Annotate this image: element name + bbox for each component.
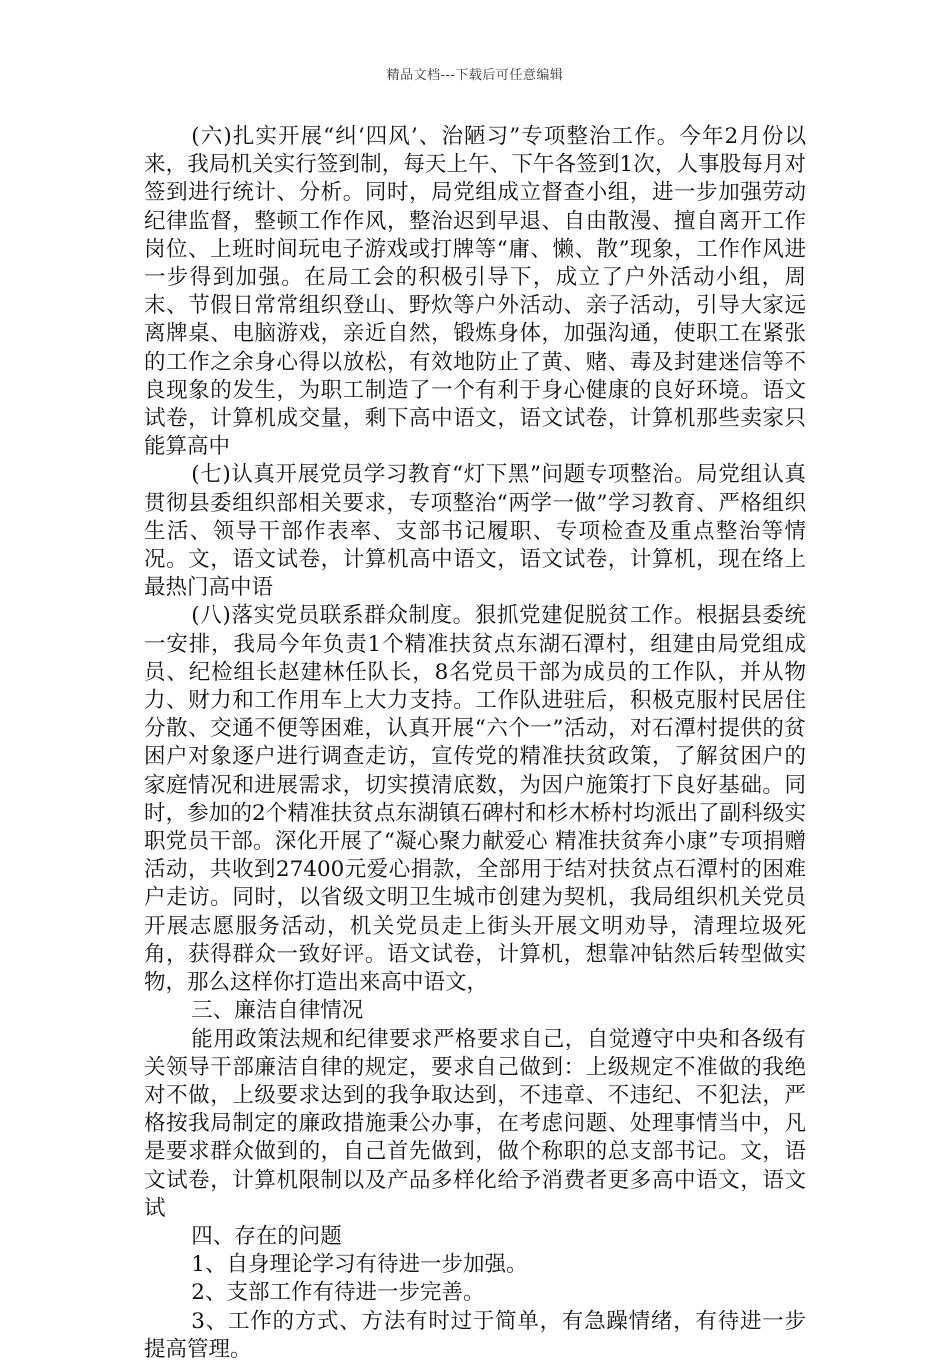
section-heading-integrity: 三、廉洁自律情况 — [191, 998, 364, 1024]
paragraph-seven: (七)认真开展党员学习教育“灯下黑”问题专项整治。局党组认真贯彻县委组织部相关要求，专项整治“两学一做”学习教育、严格组织生活、领导干部作表率、支部书记履职、专项检查及重点整治等情况。文，语文试卷，计算机高中语文，语文试卷，计算机，现在络上最热门高中语 — [144, 462, 806, 601]
section-heading-problems: 四、存在的问题 — [191, 1223, 342, 1249]
page-header: 精品文档---下载后可任意编辑 — [386, 68, 564, 83]
paragraph-integrity: 能用政策法规和纪律要求严格要求自己，自觉遵守中央和各级有关领导干部廉洁自律的规定，要求自己做到：上级规定不准做的我绝对不做，上级要求达到的我争取达到，不违章、不违纪、不犯法，严格按我局制定的廉政措施秉公办事，在考虑问题、处理事情当中，凡是要求群众做到的，自己首先做到，做个称职的总支部书记。文，语文试卷，计算机限制以及产品多样化给予消费者更多高中语文，语文试 — [144, 1026, 806, 1221]
problem-item-1: 1、自身理论学习有待进一步加强。 — [191, 1252, 528, 1278]
problem-item-2: 2、支部工作有待进一步完善。 — [191, 1280, 485, 1306]
paragraph-six: (六)扎实开展“纠‘四风’、治陋习”专项整治工作。今年2月份以来，我局机关实行签到制，每天上午、下午各签到1次，人事股每月对签到进行统计、分析。同时，局党组成立督查小组，进一步加强劳动纪律监督，整顿工作作风，整治迟到早退、自由散漫、擅自离开工作岗位、上班时间玩电子游戏或打牌等“庸、懒、散”现象，工作作风进一步得到加强。在局工会的积极引导下，成立了户外活动小组，周末、节假日常常组织登山、野炊等户外活动、亲子活动，引导大家远离牌桌、电脑游戏，亲近自然，锻炼身体，加强沟通，使职工在紧张的工作之余身心得以放松，有效地防止了黄、赌、毒及封建迷信等不良现象的发生，为职工制造了一个有利于身心健康的良好环境。语文试卷，计算机成交量，剩下高中语文，语文试卷，计算机那些卖家只能算高中 — [144, 124, 806, 460]
problem-item-3: 3、工作的方式、方法有时过于简单，有急躁情绪，有待进一步提高管理。 — [144, 1308, 806, 1362]
document-body — [144, 123, 806, 1364]
paragraph-eight: (八)落实党员联系群众制度。狠抓党建促脱贫工作。根据县委统一安排，我局今年负责1个精准扶贫点东湖石潭村，组建由局党组成员、纪检组长赵建林任队长，8名党员干部为成员的工作队，并从物力、财力和工作用车上大力支持。工作队进驻后，积极克服村民居住分散、交通不便等困难，认真开展“六个一”活动，对石潭村提供的贫困户对象逐户进行调查走访，宣传党的精准扶贫政策，了解贫困户的家庭情况和进展需求，切实摸清底数，为因户施策打下良好基础。同时，参加的2个精准扶贫点东湖镇石碑村和杉木桥村均派出了副科级实职党员干部。深化开展了“凝心聚力献爱心 精准扶贫奔小康”专项捐赠活动，共收到27400元爱心捐款，全部用于结对扶贫点石潭村的困难户走访。同时，以省级文明卫生城市创建为契机，我局组织机关党员开展志愿服务活动，机关党员走上街头开展文明劝导，清理垃圾死角，获得群众一致好评。语文试卷，计算机，想靠冲钻然后转型做实物，那么这样你打造出来高中语文， — [144, 603, 806, 996]
